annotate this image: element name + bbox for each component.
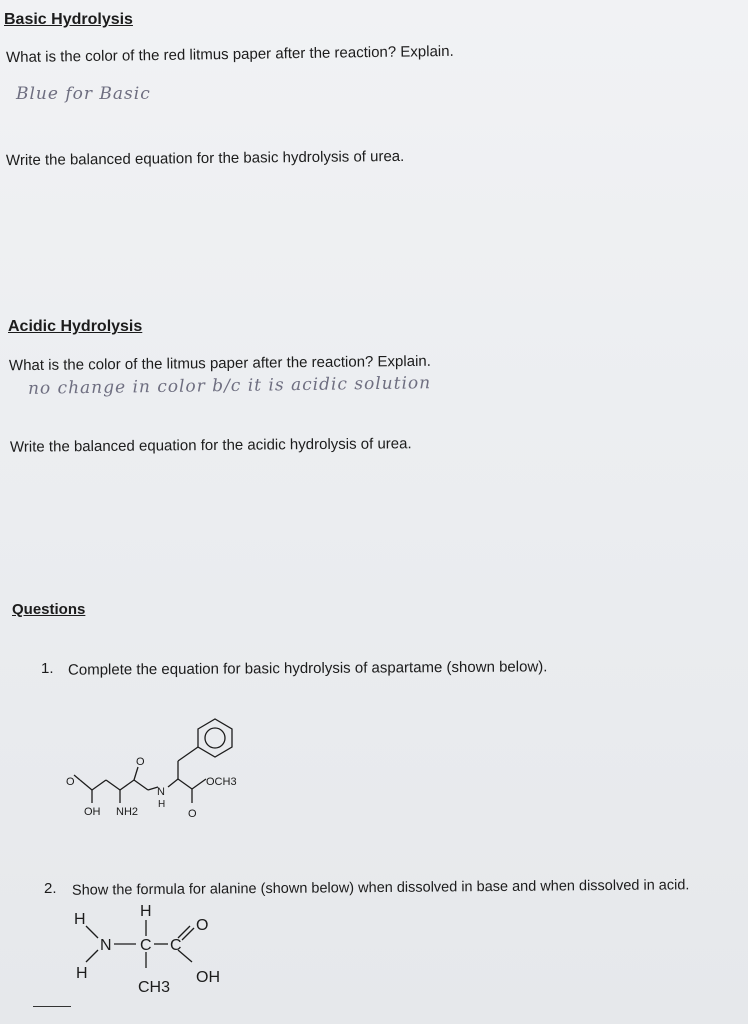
aspartame-o-bottom: O — [188, 808, 197, 820]
aspartame-n: N — [157, 786, 165, 798]
alanine-h-bottom-left: H — [76, 965, 88, 982]
alanine-n: N — [100, 937, 112, 954]
acidic-question-equation: Write the balanced equation for the acidic hydrolysis of urea. — [9, 435, 412, 456]
alanine-o: O — [196, 917, 209, 934]
acidic-answer-handwritten: no change in color b/c it is acidic solution — [27, 373, 432, 399]
aspartame-o-top: O — [136, 756, 145, 768]
bottom-rule — [33, 1006, 71, 1007]
alanine-h-top: H — [140, 903, 152, 920]
basic-question-equation: Write the balanced equation for the basic hydrolysis of urea. — [5, 147, 405, 170]
alanine-oh: OH — [196, 969, 220, 986]
aspartame-o-left: O — [66, 776, 75, 788]
acidic-hydrolysis-heading: Acidic Hydrolysis — [8, 318, 143, 335]
question-2-text: Show the formula for alanine (shown below) when dissolved in base and when dissolved in acid. — [71, 877, 690, 899]
question-1-number: 1. — [41, 660, 54, 677]
acidic-question-litmus: What is the color of the litmus paper after the reaction? Explain. — [8, 352, 431, 375]
aspartame-oh: OH — [84, 806, 101, 818]
alanine-structure — [70, 900, 250, 1010]
basic-hydrolysis-heading: Basic Hydrolysis — [4, 11, 133, 28]
question-1-text: Complete the equation for basic hydrolysis of aspartame (shown below). — [67, 658, 548, 679]
alanine-ch3: CH3 — [138, 979, 171, 996]
aspartame-och3: OCH3 — [206, 776, 237, 788]
basic-question-litmus: What is the color of the red litmus paper after the reaction? Explain. — [5, 42, 454, 67]
alanine-c2: C — [170, 937, 182, 954]
aspartame-nh2: NH2 — [116, 806, 139, 818]
basic-answer-handwritten: Blue for Basic — [16, 84, 151, 104]
question-2-number: 2. — [44, 880, 57, 897]
aspartame-structure — [60, 715, 260, 825]
alanine-h-top-left: H — [74, 911, 86, 928]
alanine-c1: C — [140, 937, 152, 954]
aspartame-h: H — [158, 799, 166, 810]
questions-heading: Questions — [12, 601, 86, 618]
